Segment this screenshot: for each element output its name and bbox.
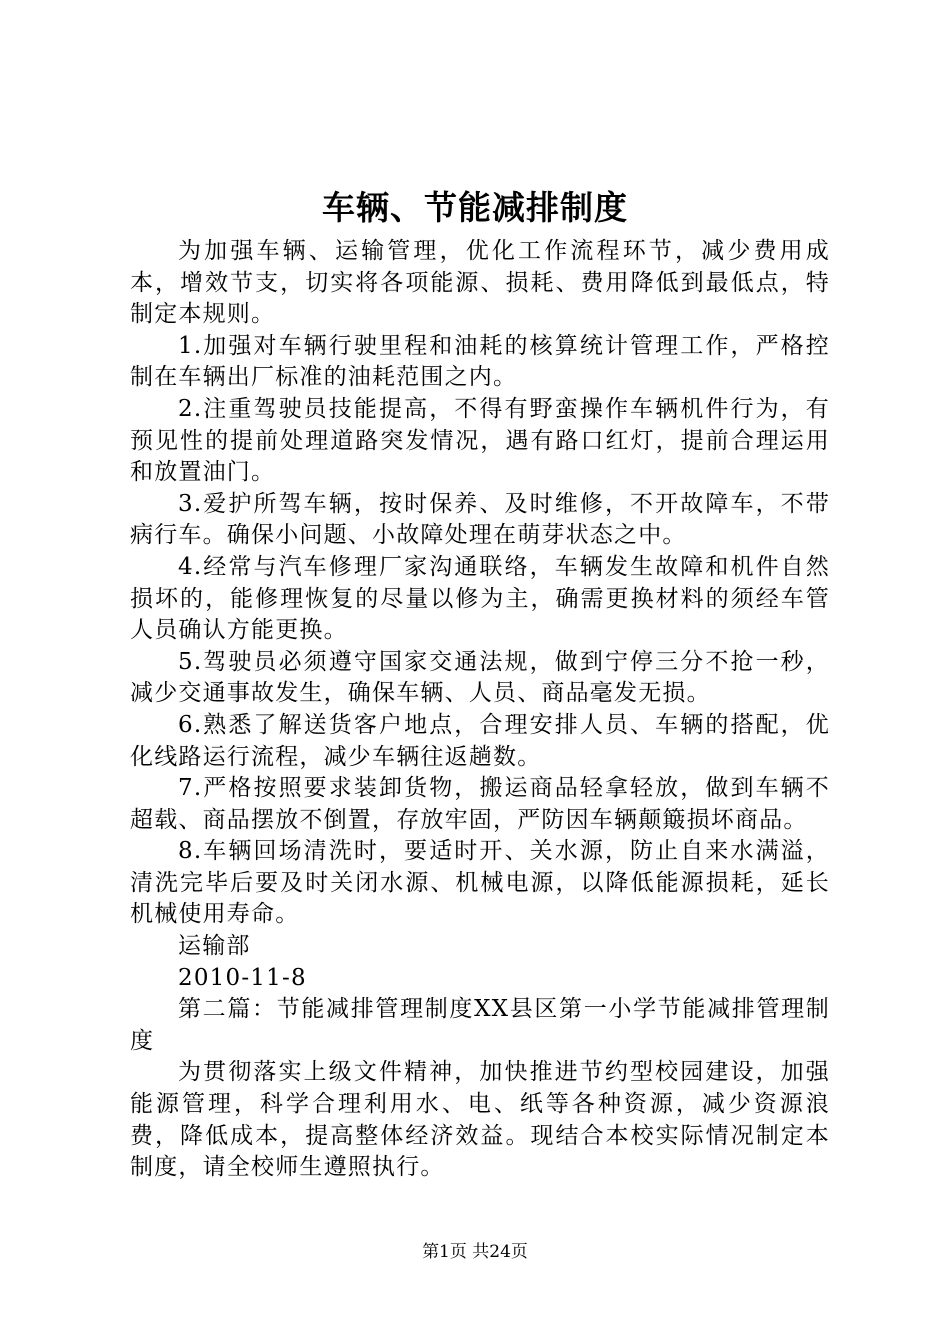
rule-5-paragraph: 5.驾驶员必须遵守国家交通法规，做到宁停三分不抢一秒，减少交通事故发生，确保车辆、人员、商品毫发无损。 — [130, 648, 830, 707]
second-article-intro: 为贯彻落实上级文件精神，加快推进节约型校园建设，加强能源管理，科学合理利用水、电、纸等各种资源，减少资源浪费，降低成本，提高整体经济效益。现结合本校实际情况制定本制度，请全校师生遵照执行。 — [130, 1059, 830, 1181]
rule-7-paragraph: 7.严格按照要求装卸货物，搬运商品轻拿轻放，做到车辆不超载、商品摆放不倒置，存放牢固，严防因车辆颠簸损坏商品。 — [130, 775, 830, 833]
second-article-heading: 第二篇：节能减排管理制度XX县区第一小学节能减排管理制度 — [130, 996, 830, 1054]
rule-6-paragraph: 6.熟悉了解送货客户地点，合理安排人员、车辆的搭配，优化线路运行流程，减少车辆往返趟数。 — [130, 711, 830, 770]
rule-2-paragraph: 2.注重驾驶员技能提高，不得有野蛮操作车辆机件行为，有预见性的提前处理道路突发情况，遇有路口红灯，提前合理运用和放置油门。 — [130, 395, 830, 486]
rule-8-paragraph: 8.车辆回场清洗时，要适时开、关水源，防止自来水满溢，清洗完毕后要及时关闭水源、机械电源，以降低能源损耗，延长机械使用寿命。 — [130, 838, 830, 928]
rule-1-paragraph: 1.加强对车辆行驶里程和油耗的核算统计管理工作，严格控制在车辆出厂标准的油耗范围之内。 — [130, 332, 830, 391]
rule-3-paragraph: 3.爱护所驾车辆，按时保养、及时维修，不开故障车，不带病行车。确保小问题、小故障处理在萌芽状态之中。 — [130, 490, 830, 549]
document-date: 2010-11-8 — [178, 964, 307, 991]
rule-4-paragraph: 4.经常与汽车修理厂家沟通联络，车辆发生故障和机件自然损坏的，能修理恢复的尽量以修为主，确需更换材料的须经车管人员确认方能更换。 — [130, 553, 830, 644]
document-title: 车辆、节能减排制度 — [322, 188, 628, 227]
department-signature: 运输部 — [178, 933, 251, 960]
document-body — [130, 236, 830, 1184]
intro-paragraph: 为加强车辆、运输管理，优化工作流程环节，减少费用成本，增效节支，切实将各项能源、损耗、费用降低到最低点，特制定本规则。 — [130, 238, 830, 328]
page-number-footer: 第1页 共24页 — [422, 1242, 528, 1262]
